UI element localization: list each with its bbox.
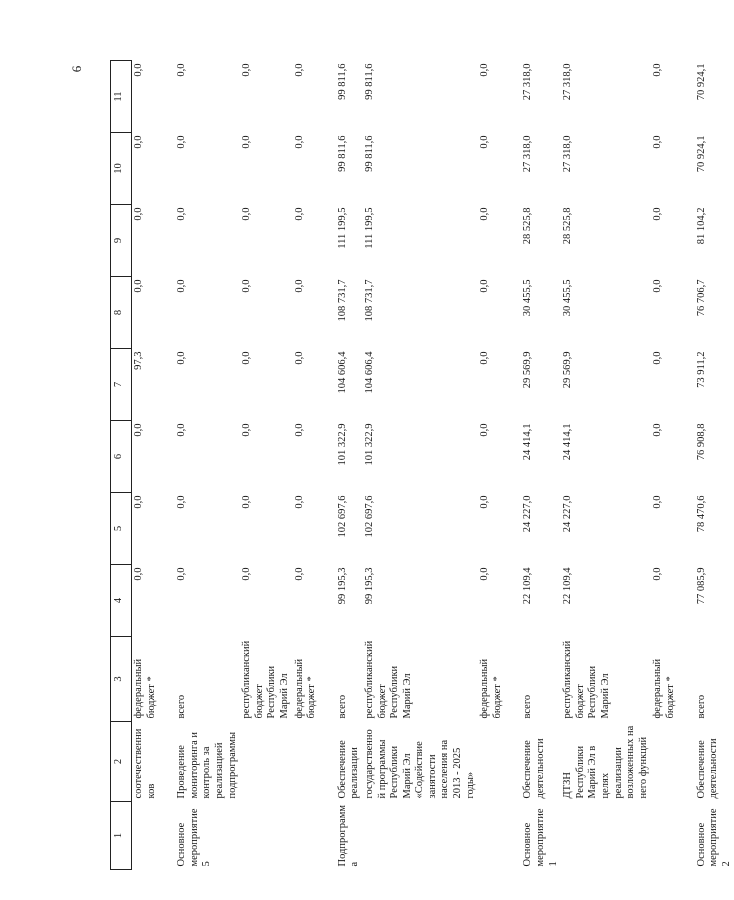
row-value-col-5: 0,0 bbox=[652, 495, 664, 509]
row-text-c3: всего bbox=[522, 694, 534, 719]
table-body bbox=[132, 61, 734, 870]
table-row bbox=[561, 61, 651, 870]
row-value-col-6: 0,0 bbox=[241, 423, 253, 437]
row-value-col-11: 70 924,1 bbox=[695, 63, 707, 101]
row-value-col-11: 0,0 bbox=[133, 63, 144, 77]
row-value-col-9: 28 525,8 bbox=[522, 207, 534, 245]
row-text-c3: республиканский бюджет Республики Марий Эл bbox=[363, 640, 413, 719]
row-value-col-11: 27 318,0 bbox=[522, 63, 534, 101]
row-value-col-8: 0,0 bbox=[176, 279, 188, 293]
row-value-col-11: 99 811,6 bbox=[336, 63, 348, 100]
row-value-col-6: 76 908,8 bbox=[695, 423, 707, 461]
row-value-col-10: 27 318,0 bbox=[562, 135, 574, 173]
row-value-col-6: 0,0 bbox=[176, 423, 188, 437]
row-text-c1: Основное мероприятие 5 bbox=[176, 808, 213, 867]
row-value-col-7: 0,0 bbox=[176, 351, 188, 365]
row-text-c1 bbox=[132, 802, 160, 870]
row-value-col-10: 27 318,0 bbox=[522, 135, 534, 173]
row-value-col-7: 0,0 bbox=[652, 351, 664, 365]
header-col-3: 3 bbox=[111, 637, 132, 722]
row-value-col-7: 104 606,4 bbox=[363, 351, 375, 394]
row-value-col-9: 0,0 bbox=[652, 207, 664, 221]
row-value-col-4: 0,0 bbox=[133, 567, 144, 581]
row-text-c1 bbox=[478, 802, 505, 870]
row-text-c2: Обеспечение деятельности bbox=[695, 738, 720, 799]
row-value-col-7: 73 911,2 bbox=[695, 351, 707, 388]
table-row bbox=[521, 61, 561, 870]
row-value-col-9: 0,0 bbox=[293, 207, 305, 221]
row-value-col-10: 99 811,6 bbox=[363, 135, 375, 172]
header-col-8: 8 bbox=[111, 277, 132, 349]
row-value-col-6: 24 414,1 bbox=[562, 423, 574, 461]
table-row bbox=[336, 61, 363, 870]
row-text-c1 bbox=[293, 802, 320, 870]
row-text-c1 bbox=[363, 802, 478, 870]
row-value-col-11: 27 318,0 bbox=[562, 63, 574, 101]
row-value-col-4: 0,0 bbox=[652, 567, 664, 581]
row-spacer-cell bbox=[679, 61, 695, 870]
table-row bbox=[651, 61, 678, 870]
row-value-col-5: 24 227,0 bbox=[522, 495, 534, 533]
row-text-c2 bbox=[240, 722, 292, 802]
row-value-col-6: 0,0 bbox=[652, 423, 664, 437]
row-text-c3: республиканский бюджет Республики Марий Эл bbox=[562, 640, 611, 719]
page-number: 6 bbox=[69, 65, 84, 73]
row-text-c3: федеральный бюджет * bbox=[479, 658, 503, 719]
row-text-c2 bbox=[293, 722, 320, 802]
header-col-6: 6 bbox=[111, 421, 132, 493]
row-value-col-6: 101 322,9 bbox=[336, 423, 348, 466]
row-value-col-10: 0,0 bbox=[176, 135, 188, 149]
row-text-c2: Обеспечение деятельности bbox=[522, 738, 547, 799]
row-value-col-11: 0,0 bbox=[241, 63, 253, 77]
header-col-10: 10 bbox=[111, 133, 132, 205]
row-value-col-5: 0,0 bbox=[133, 495, 144, 509]
row-value-col-4: 0,0 bbox=[241, 567, 253, 581]
row-value-col-9: 0,0 bbox=[133, 207, 144, 221]
header-col-7: 7 bbox=[111, 349, 132, 421]
row-value-col-4: 0,0 bbox=[293, 567, 305, 581]
row-value-col-10: 70 924,1 bbox=[695, 135, 707, 173]
row-value-col-6: 24 414,1 bbox=[522, 423, 534, 461]
row-text-c1 bbox=[651, 802, 678, 870]
row-value-col-4: 99 195,3 bbox=[336, 567, 348, 605]
row-value-col-8: 108 731,7 bbox=[363, 279, 375, 322]
row-value-col-11: 99 811,6 bbox=[363, 63, 375, 100]
row-value-col-4: 22 109,4 bbox=[562, 567, 574, 605]
row-value-col-10: 0,0 bbox=[133, 135, 144, 149]
rotated-table-container bbox=[110, 60, 732, 870]
row-value-col-9: 0,0 bbox=[479, 207, 491, 221]
row-value-col-5: 0,0 bbox=[241, 495, 253, 509]
row-value-col-9: 111 199,5 bbox=[363, 207, 375, 249]
row-value-col-4: 99 195,3 bbox=[363, 567, 375, 605]
row-value-col-6: 0,0 bbox=[133, 423, 144, 437]
row-spacer-cell bbox=[505, 61, 521, 870]
row-value-col-11: 0,0 bbox=[293, 63, 305, 77]
row-spacer bbox=[159, 61, 175, 870]
row-text-c3: всего bbox=[176, 694, 188, 719]
row-value-col-8: 30 455,5 bbox=[522, 279, 534, 317]
table-row bbox=[695, 61, 734, 870]
row-value-col-8: 0,0 bbox=[241, 279, 253, 293]
row-text-c2: ДТЗН Республики Марий Эл в целях реализации возложенных на него функций bbox=[562, 725, 649, 799]
row-value-col-10: 0,0 bbox=[652, 135, 664, 149]
row-value-col-7: 29 569,9 bbox=[562, 351, 574, 389]
row-text-c3: всего bbox=[695, 694, 707, 719]
row-value-col-7: 0,0 bbox=[241, 351, 253, 365]
row-text-c2: Обеспечение реализации bbox=[336, 740, 361, 799]
header-col-5: 5 bbox=[111, 493, 132, 565]
row-spacer bbox=[505, 61, 521, 870]
row-text-c2: соотечественников bbox=[133, 728, 157, 799]
row-text-c1: Подпрограмма bbox=[336, 805, 361, 867]
row-value-col-7: 0,0 bbox=[479, 351, 491, 365]
row-spacer-cell bbox=[159, 61, 175, 870]
row-value-col-9: 0,0 bbox=[241, 207, 253, 221]
row-value-col-7: 97,3 bbox=[133, 351, 144, 370]
row-value-col-5: 24 227,0 bbox=[562, 495, 574, 533]
row-text-c2 bbox=[651, 722, 678, 802]
row-value-col-8: 76 706,7 bbox=[695, 279, 707, 317]
row-value-col-4: 0,0 bbox=[479, 567, 491, 581]
row-text-c1 bbox=[240, 802, 292, 870]
header-col-4: 4 bbox=[111, 565, 132, 637]
row-value-col-8: 0,0 bbox=[133, 279, 144, 293]
row-value-col-10: 0,0 bbox=[241, 135, 253, 149]
row-spacer bbox=[320, 61, 336, 870]
row-text-c3: федеральный бюджет * bbox=[293, 658, 318, 719]
row-value-col-5: 102 697,6 bbox=[336, 495, 348, 538]
table-row bbox=[175, 61, 240, 870]
row-text-c2: Проведение мониторинга и контроль за реализацией подпрограммы bbox=[176, 731, 238, 799]
row-value-col-9: 81 104,2 bbox=[695, 207, 707, 245]
row-value-col-11: 0,0 bbox=[479, 63, 491, 77]
row-value-col-10: 0,0 bbox=[293, 135, 305, 149]
row-text-c2 bbox=[478, 722, 505, 802]
row-text-c1: Основное мероприятие 2 bbox=[695, 808, 732, 867]
row-value-col-4: 77 085,9 bbox=[695, 567, 707, 605]
header-col-2: 2 bbox=[111, 722, 132, 802]
row-value-col-9: 0,0 bbox=[176, 207, 188, 221]
table-row bbox=[132, 61, 160, 870]
header-col-11: 11 bbox=[111, 61, 132, 133]
row-value-col-6: 101 322,9 bbox=[363, 423, 375, 466]
row-value-col-7: 104 606,4 bbox=[336, 351, 348, 394]
row-text-c3: федеральный бюджет * bbox=[133, 658, 157, 719]
header-col-1: 1 bbox=[111, 802, 132, 870]
row-spacer bbox=[679, 61, 695, 870]
table-header-row bbox=[111, 61, 132, 870]
row-value-col-5: 78 470,6 bbox=[695, 495, 707, 533]
row-value-col-4: 22 109,4 bbox=[522, 567, 534, 605]
table-row bbox=[293, 61, 320, 870]
budget-table bbox=[110, 60, 734, 870]
table-row bbox=[240, 61, 292, 870]
row-spacer-cell bbox=[320, 61, 336, 870]
row-value-col-6: 0,0 bbox=[479, 423, 491, 437]
table-row bbox=[363, 61, 478, 870]
row-value-col-9: 28 525,8 bbox=[562, 207, 574, 245]
row-text-c3: всего bbox=[336, 694, 348, 719]
row-text-c3: федеральный бюджет * bbox=[652, 658, 676, 719]
row-value-col-10: 99 811,6 bbox=[336, 135, 348, 172]
row-value-col-11: 0,0 bbox=[176, 63, 188, 77]
row-value-col-6: 0,0 bbox=[293, 423, 305, 437]
row-value-col-8: 0,0 bbox=[652, 279, 664, 293]
row-value-col-7: 0,0 bbox=[293, 351, 305, 365]
row-value-col-8: 0,0 bbox=[479, 279, 491, 293]
row-value-col-5: 0,0 bbox=[479, 495, 491, 509]
row-text-c2: государственной программы Республики Марий Эл «Содействие занятости населения на 2013 - 2025 годы» bbox=[363, 729, 476, 799]
row-value-col-11: 0,0 bbox=[652, 63, 664, 77]
row-value-col-10: 0,0 bbox=[479, 135, 491, 149]
row-value-col-9: 111 199,5 bbox=[336, 207, 348, 249]
row-value-col-5: 0,0 bbox=[176, 495, 188, 509]
row-value-col-8: 108 731,7 bbox=[336, 279, 348, 322]
row-value-col-4: 0,0 bbox=[176, 567, 188, 581]
row-value-col-8: 0,0 bbox=[293, 279, 305, 293]
row-text-c1 bbox=[561, 802, 651, 870]
header-col-9: 9 bbox=[111, 205, 132, 277]
row-value-col-7: 29 569,9 bbox=[522, 351, 534, 389]
row-value-col-8: 30 455,5 bbox=[562, 279, 574, 317]
row-value-col-5: 102 697,6 bbox=[363, 495, 375, 538]
row-text-c1: Основное мероприятие 1 bbox=[522, 808, 559, 867]
row-text-c3: республиканский бюджет Республики Марий Эл bbox=[241, 640, 290, 719]
table-row bbox=[478, 61, 505, 870]
row-value-col-5: 0,0 bbox=[293, 495, 305, 509]
